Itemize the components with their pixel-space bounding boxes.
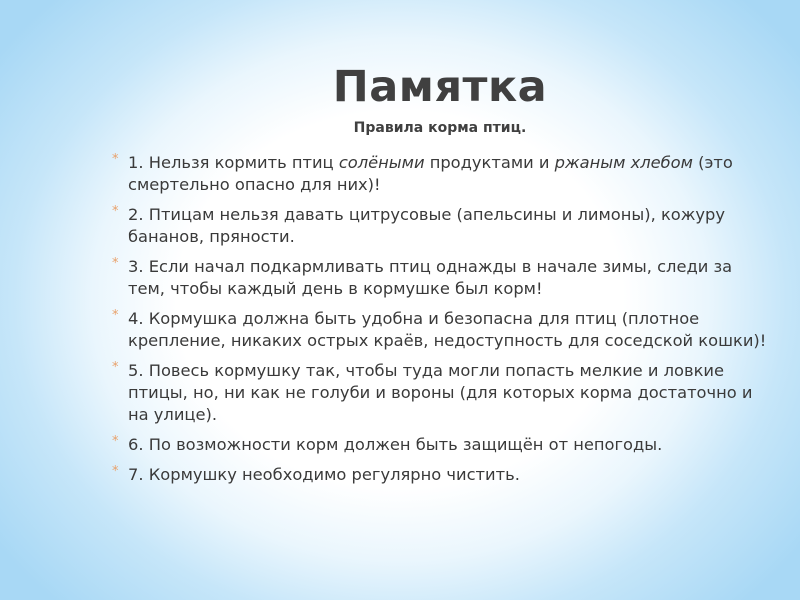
rule-text: 6. По возможности корм должен быть защищён от непогоды.: [128, 435, 663, 454]
rule-text: 4. Кормушка должна быть удобна и безопасна для птиц (плотное крепление, никаких острых краёв, недоступность для соседской кошки)!: [128, 309, 767, 350]
bullet-star-icon: *: [112, 464, 119, 479]
rule-item: [112, 256, 772, 300]
rule-text-part: (это смертельно опасно для них)!: [128, 153, 733, 194]
rule-text: 7. Кормушку необходимо регулярно чистить.: [128, 465, 520, 484]
rule-text-part-italic: солёными: [338, 153, 425, 172]
rule-item: [112, 152, 772, 196]
bullet-star-icon: *: [112, 152, 119, 167]
rule-item: [112, 308, 772, 352]
rule-text: 5. Повесь кормушку так, чтобы туда могли попасть мелкие и ловкие птицы, но, ни как не голуби и вороны (для которых корма достаточно и на улице).: [128, 361, 753, 424]
rule-text: 3. Если начал подкармливать птиц однажды в начале зимы, следи за тем, чтобы каждый день в кормушке был корм!: [128, 257, 733, 298]
bullet-star-icon: *: [112, 308, 119, 323]
bullet-star-icon: *: [112, 204, 119, 219]
rule-item: [112, 204, 772, 248]
rule-item: [112, 434, 772, 456]
rule-text-part: продуктами и: [424, 153, 555, 172]
rule-text-part: 1. Нельзя кормить птиц: [128, 153, 339, 172]
rules-list: [112, 152, 772, 494]
rule-text: 2. Птицам нельзя давать цитрусовые (апельсины и лимоны), кожуру бананов, пряности.: [128, 205, 726, 246]
rule-text-part-italic: ржаным хлебом: [554, 153, 693, 172]
bullet-star-icon: *: [112, 360, 119, 375]
page-subtitle: Правила корма птиц.: [353, 120, 527, 136]
rule-item: [112, 464, 772, 486]
rule-item: [112, 360, 772, 426]
bullet-star-icon: *: [112, 256, 119, 271]
bullet-star-icon: *: [112, 434, 119, 449]
page-title: Памятка: [332, 62, 548, 112]
